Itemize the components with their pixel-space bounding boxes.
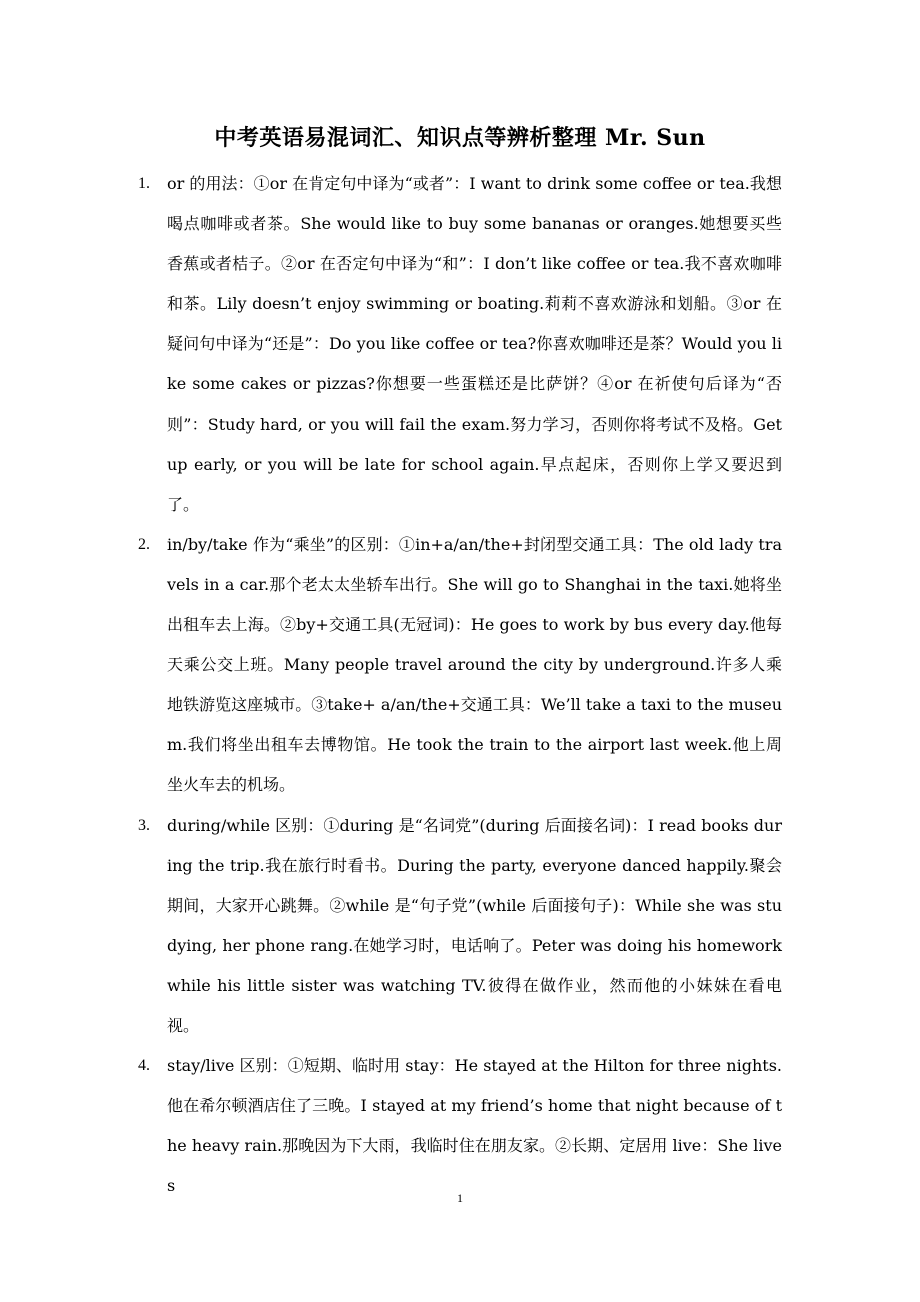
item-number: 1. xyxy=(138,175,150,192)
list-item xyxy=(138,525,782,806)
item-text: or 的用法：①or 在肯定句中译为“或者”：I want to drink some coffee or tea.我想喝点咖啡或者茶。She would like to buy some bananas or oranges.她想要买些香蕉或者桔子。②or 在否定句中译为“和”：I don’t like coffee or tea.我不喜欢咖啡和茶。Lily doesn’t enjoy swimming or boating.莉莉不喜欢游泳和划船。③or 在疑问句中译为“还是”：Do you like coffee or tea?你喜欢咖啡还是茶？Would you like some cakes or pizzas?你想要一些蛋糕还是比萨饼？④or 在祈使句后译为“否则”：Study hard, or you will fail the exam.努力学习，否则你将考试不及格。Get up early, or you will be late for school again.早点起床，否则你上学又要迟到了。 xyxy=(167,174,782,514)
item-number: 2. xyxy=(138,535,150,553)
item-number: 3. xyxy=(138,816,150,834)
item-text: stay/live 区别：①短期、临时用 stay：He stayed at the Hilton for three nights.他在希尔顿酒店住了三晚。I stayed at my friend’s home that night because of the heavy rain.那晚因为下大雨，我临时住在朋友家。②长期、定居用 live：She lives xyxy=(167,1056,782,1196)
page-number: 1 xyxy=(457,1191,463,1205)
item-text: during/while 区别：①during 是“名词党”(during 后面接名词)：I read books during the trip.我在旅行时看书。During the party, everyone danced happily.聚会期间，大家开心跳舞。②while 是“句子党”(while 后面接句子)：While she was studying, her phone rang.在她学习时，电话响了。Peter was doing his homework while his little sister was watching TV.彼得在做作业，然而他的小妹妹在看电视。 xyxy=(167,815,782,1035)
entry-list xyxy=(138,164,782,1206)
list-item xyxy=(138,164,782,525)
page-title: 中考英语易混词汇、知识点等辨析整理 Mr. Sun xyxy=(214,125,706,151)
list-item xyxy=(138,806,782,1047)
item-text: in/by/take 作为“乘坐”的区别：①in+a/an/the+封闭型交通工具：The old lady travels in a car.那个老太太坐轿车出行。She will go to Shanghai in the taxi.她将坐出租车去上海。②by+交通工具(无冠词)：He goes to work by bus every day.他每天乘公交上班。Many people travel around the city by underground.许多人乘地铁游览这座城市。③take+ a/an/the+交通工具：We’ll take a taxi to the museum.我们将坐出租车去博物馆。He took the train to the airport last week.他上周坐火车去的机场。 xyxy=(167,534,782,795)
item-number: 4. xyxy=(138,1057,150,1075)
list-item xyxy=(138,1046,782,1206)
